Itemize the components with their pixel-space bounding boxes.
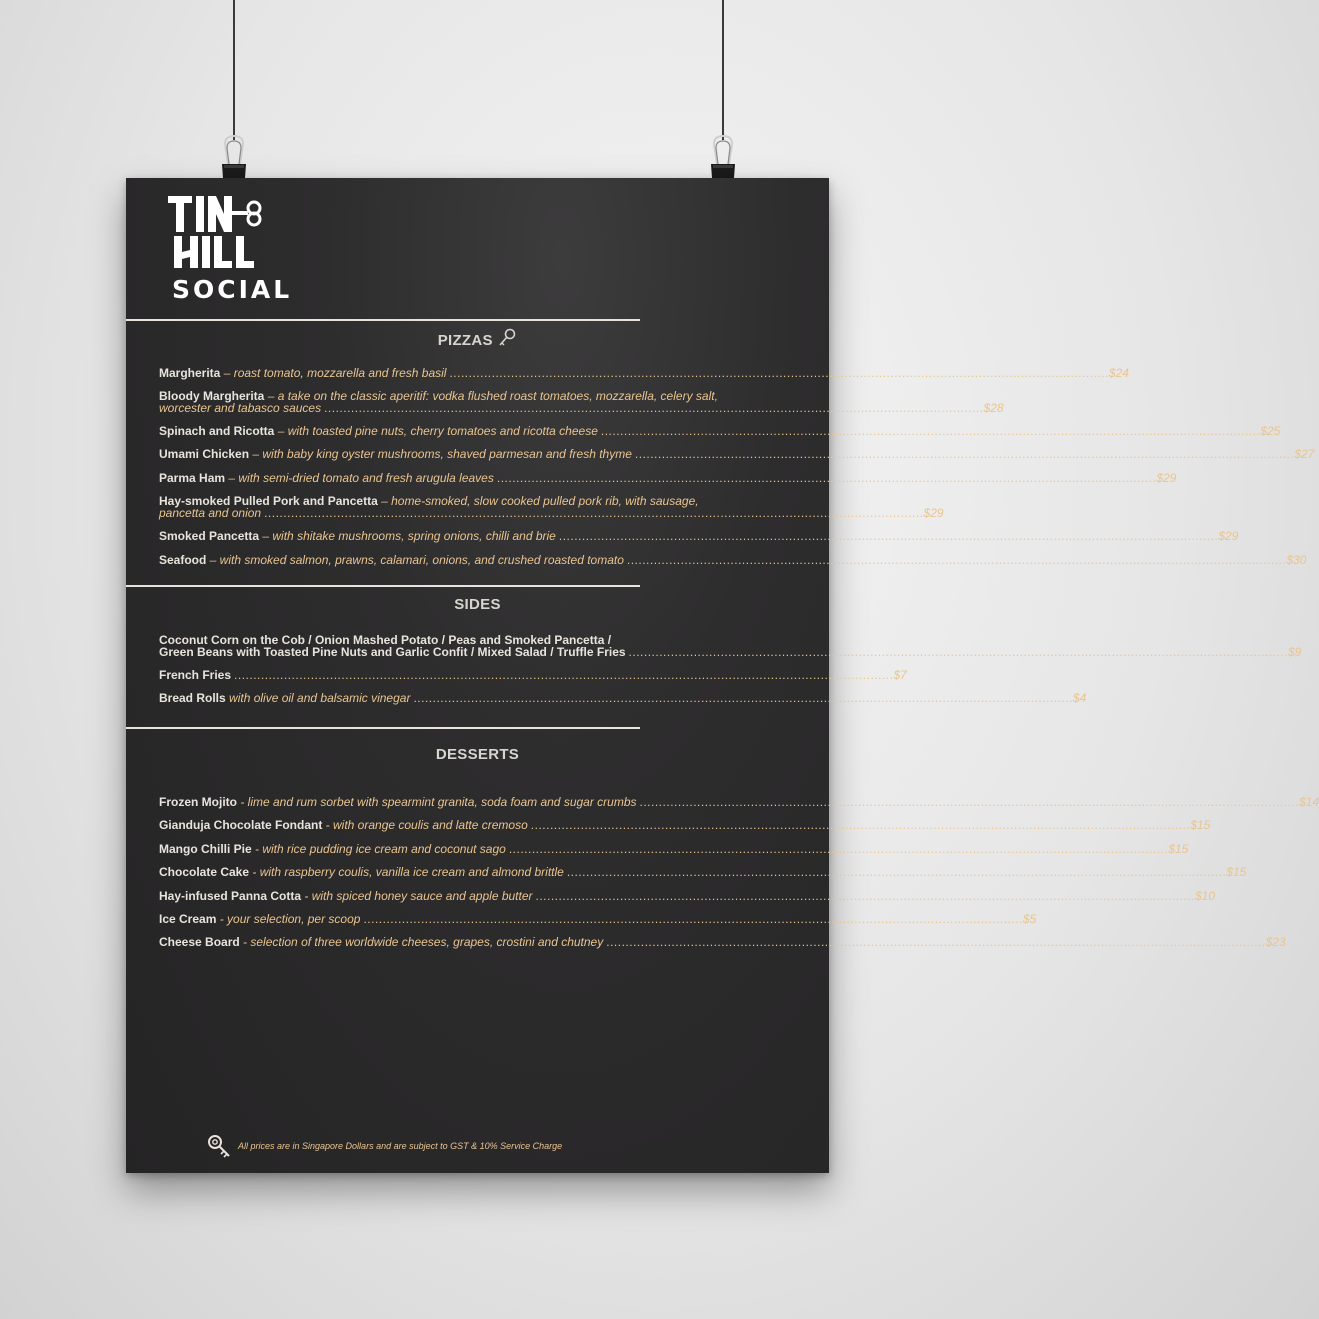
dot-leader: ............................................................................................................................................................................ <box>600 424 1261 438</box>
menu-item <box>159 366 1129 380</box>
item-text <box>159 367 446 379</box>
item-description-line2: pancetta and onion <box>159 506 262 520</box>
section-divider-sides <box>126 585 640 587</box>
item-description: with olive oil and balsamic vinegar <box>225 691 411 705</box>
menu-item <box>159 633 1302 659</box>
item-price: $4 <box>1072 691 1087 705</box>
menu-item <box>159 889 1215 903</box>
item-price: $14 <box>1298 795 1319 809</box>
menu-item <box>159 935 1286 949</box>
item-price: $15 <box>1168 842 1189 856</box>
item-price: $9 <box>1288 645 1302 659</box>
item-description: – home-smoked, slow cooked pulled pork rib, with sausage, <box>377 494 699 508</box>
dot-leader: ............................................................................................................................................................................ <box>626 553 1287 567</box>
menu-item <box>159 795 1319 809</box>
menu-item <box>159 424 1281 438</box>
item-price: $29 <box>923 506 944 520</box>
item-text <box>159 936 603 948</box>
dot-leader: ............................................................................................................................................................................ <box>535 889 1195 903</box>
item-price: $15 <box>1226 865 1247 879</box>
dot-leader: ............................................................................................................................................................................ <box>234 668 894 682</box>
dot-leader: ............................................................................................................................................................................ <box>558 529 1219 543</box>
dot-leader: ............................................................................................................................................................................ <box>639 795 1299 809</box>
item-name: Coconut Corn on the Cob / Onion Mashed Potato / Peas and Smoked Pancetta / <box>159 633 612 647</box>
item-price: $24 <box>1108 366 1129 380</box>
dot-leader: ............................................................................................................................................................................ <box>530 818 1191 832</box>
item-price: $29 <box>1218 529 1239 543</box>
menu-item <box>159 912 1037 926</box>
item-text <box>159 913 360 925</box>
item-price: $5 <box>1022 912 1037 926</box>
dot-leader: ............................................................................................................................................................................ <box>634 447 1295 461</box>
dot-leader: ............................................................................................................................................................................ <box>324 401 984 415</box>
dot-leader: ............................................................................................................................................................................ <box>449 366 1109 380</box>
menu-item <box>159 865 1247 879</box>
item-text <box>159 669 231 681</box>
item-price: $10 <box>1194 889 1215 903</box>
item-text <box>159 448 632 460</box>
item-name: Hay-smoked Pulled Pork and Pancetta <box>159 494 378 508</box>
dot-leader: ............................................................................................................................................................................ <box>606 935 1266 949</box>
item-text <box>159 692 410 704</box>
menu-item <box>159 447 1315 461</box>
item-text <box>159 472 494 484</box>
section-title-sides: SIDES <box>454 596 501 613</box>
dot-leader: ............................................................................................................................................................................ <box>496 471 1157 485</box>
item-name: Seafood <box>159 553 207 567</box>
menu-item <box>159 842 1189 856</box>
item-price: $29 <box>1156 471 1177 485</box>
key-icon <box>497 328 517 348</box>
item-name: Chocolate Cake <box>159 865 250 879</box>
item-description: – a take on the classic aperitif: vodka flushed roast tomatoes, mozzarella, celery salt, <box>264 389 718 403</box>
dot-leader: ............................................................................................................................................................................ <box>628 645 1288 659</box>
item-name: Bread Rolls <box>159 691 226 705</box>
price-note <box>206 1133 562 1159</box>
menu-item <box>159 691 1087 705</box>
dot-leader: ............................................................................................................................................................................ <box>508 842 1169 856</box>
item-text <box>159 530 556 542</box>
item-description: – with baby king oyster mushrooms, shaved parmesan and fresh thyme <box>249 447 632 461</box>
price-note-text: All prices are in Singapore Dollars and are subject to GST & 10% Service Charge <box>238 1141 563 1151</box>
menu-item <box>159 471 1177 485</box>
section-divider-pizzas <box>126 319 640 321</box>
item-text <box>159 796 637 808</box>
item-name: Umami Chicken <box>159 447 250 461</box>
item-name: French Fries <box>159 668 232 682</box>
item-price: $23 <box>1265 935 1286 949</box>
item-text <box>159 646 626 658</box>
item-description: - selection of three worldwide cheeses, grapes, crostini and chutney <box>239 935 604 949</box>
item-price: $27 <box>1294 447 1315 461</box>
item-name: Mango Chilli Pie <box>159 842 252 856</box>
item-description: – roast tomato, mozzarella and fresh basil <box>220 366 447 380</box>
item-description: – with toasted pine nuts, cherry tomatoes and ricotta cheese <box>274 424 598 438</box>
item-name: Spinach and Ricotta <box>159 424 275 438</box>
item-description: - with orange coulis and latte cremoso <box>322 818 528 832</box>
dot-leader: ............................................................................................................................................................................ <box>566 865 1227 879</box>
menu-item <box>159 494 944 520</box>
item-description: - with spiced honey sauce and apple butter <box>301 889 533 903</box>
item-text <box>159 866 564 878</box>
item-name: Margherita <box>159 366 221 380</box>
item-name: Cheese Board <box>159 935 240 949</box>
item-price: $7 <box>893 668 907 682</box>
menu-item <box>159 389 1004 415</box>
section-divider-desserts <box>126 727 640 729</box>
item-description: - your selection, per scoop <box>216 912 361 926</box>
hanging-wire-right <box>722 0 724 140</box>
item-name: Parma Ham <box>159 471 226 485</box>
item-description: – with shitake mushrooms, spring onions, chilli and brie <box>259 529 556 543</box>
item-description: – with smoked salmon, prawns, calamari, onions, and crushed roasted tomato <box>206 553 624 567</box>
section-title-pizzas: PIZZAS <box>126 328 829 349</box>
item-text <box>159 890 533 902</box>
item-text <box>159 425 598 437</box>
item-name: Frozen Mojito <box>159 795 237 809</box>
dot-leader: ............................................................................................................................................................................ <box>413 691 1073 705</box>
item-name: Bloody Margherita <box>159 389 265 403</box>
item-price: $25 <box>1260 424 1281 438</box>
dot-leader: ............................................................................................................................................................................ <box>363 912 1023 926</box>
menu-item <box>159 529 1239 543</box>
tin-hill-social-logo <box>166 194 293 304</box>
item-description: - lime and rum sorbet with spearmint granita, soda foam and sugar crumbs <box>237 795 637 809</box>
section-title-desserts: DESSERTS <box>435 746 520 763</box>
svg-text:SOCIAL: SOCIAL <box>172 275 293 304</box>
menu-item <box>159 553 1307 567</box>
item-name: Smoked Pancetta <box>159 529 260 543</box>
menu-item <box>159 668 907 682</box>
menu-poster <box>126 178 1319 1173</box>
item-description-line2: worcester and tabasco sauces <box>159 401 322 415</box>
item-name-line2: Green Beans with Toasted Pine Nuts and Garlic Confit / Mixed Salad / Truffle Fries <box>159 645 626 659</box>
item-description: – with semi-dried tomato and fresh arugula leaves <box>225 471 494 485</box>
item-name: Gianduja Chocolate Fondant <box>159 818 323 832</box>
dot-leader: ............................................................................................................................................................................ <box>264 506 924 520</box>
item-price: $15 <box>1190 818 1211 832</box>
item-price: $28 <box>983 401 1004 415</box>
hanging-wire-left <box>233 0 235 140</box>
item-name: Hay-infused Panna Cotta <box>159 889 302 903</box>
item-text <box>159 843 506 855</box>
key-icon <box>206 1133 232 1159</box>
item-price: $30 <box>1286 553 1307 567</box>
item-description: - with rice pudding ice cream and coconut sago <box>251 842 506 856</box>
item-description: - with raspberry coulis, vanilla ice cream and almond brittle <box>249 865 564 879</box>
item-text <box>159 819 528 831</box>
menu-item <box>159 818 1211 832</box>
item-text <box>159 554 624 566</box>
item-name: Ice Cream <box>159 912 217 926</box>
